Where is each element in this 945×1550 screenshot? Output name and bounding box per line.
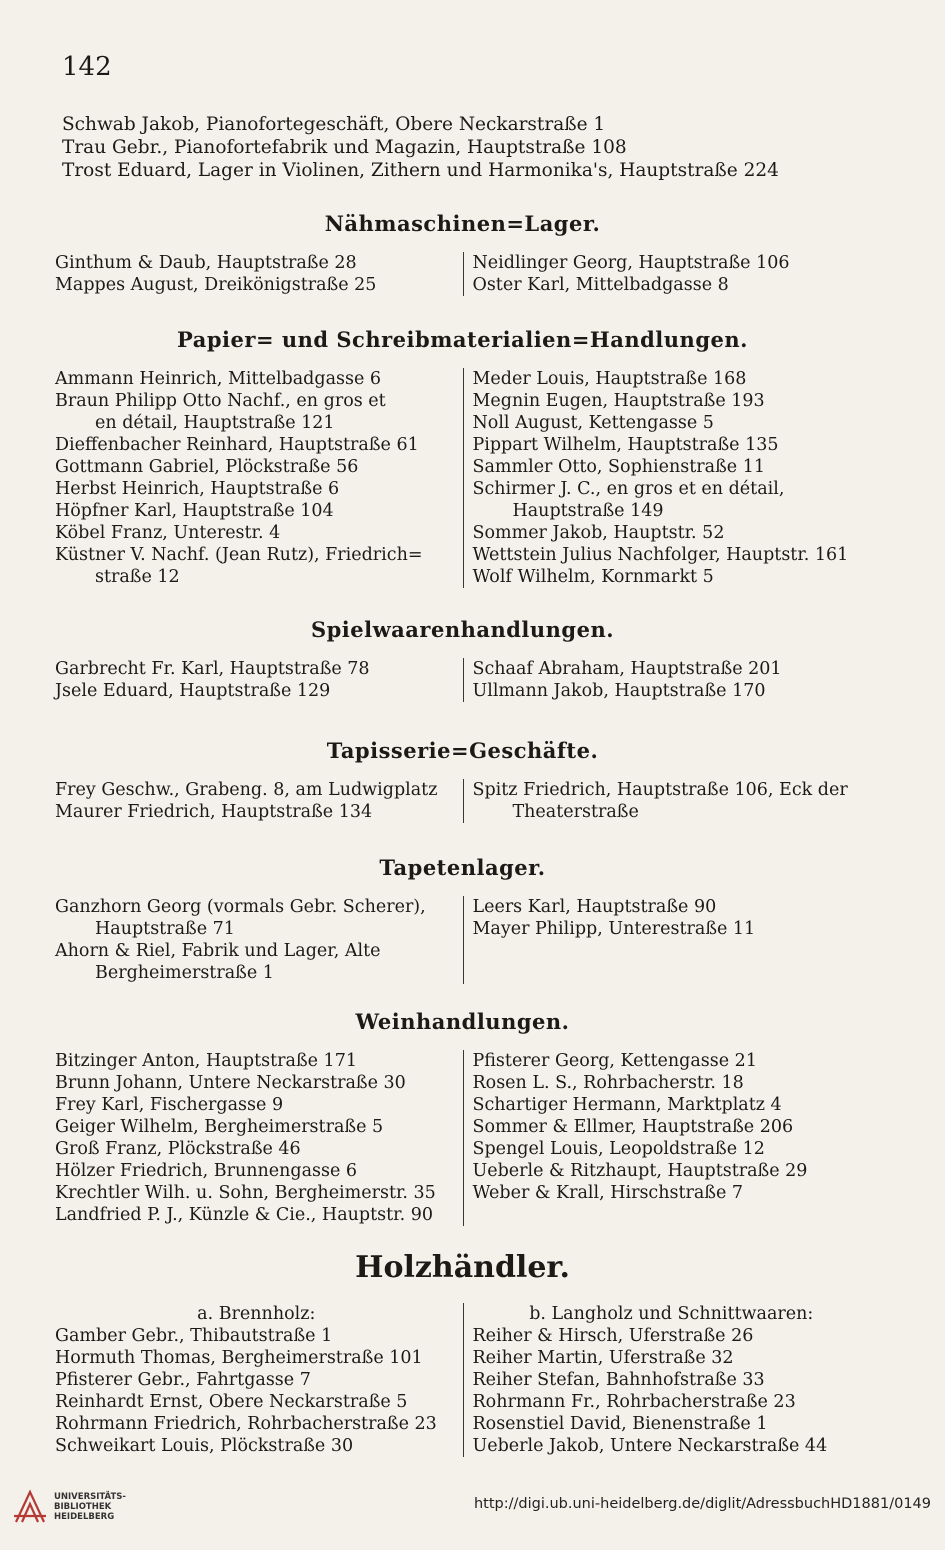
section-title: Holzhändler. [355, 1250, 570, 1285]
directory-entry [472, 252, 870, 274]
library-logo-text [54, 1492, 126, 1522]
entry-line: Mappes August, Dreikönigstraße 25 [55, 275, 377, 295]
directory-entry [55, 368, 457, 390]
entry-continuation: Hauptstraße 149 [512, 501, 664, 521]
two-column-list [55, 252, 870, 296]
entry-line: Oster Karl, Mittelbadgasse 8 [472, 275, 729, 295]
directory-entry [55, 1369, 457, 1391]
directory-entry [55, 252, 457, 274]
entry-line: Geiger Wilhelm, Bergheimerstraße 5 [55, 1117, 384, 1137]
entry-line: Ganzhorn Georg (vormals Gebr. Scherer), [55, 897, 426, 917]
right-column [464, 658, 870, 702]
intro-line: Schwab Jakob, Pianofortegeschäft, Obere Neckarstraße 1 [62, 114, 606, 135]
entry-line: Krechtler Wilh. u. Sohn, Bergheimerstr. 35 [55, 1183, 436, 1203]
left-column [55, 252, 464, 296]
directory-entry [55, 1347, 457, 1369]
entry-line: Garbrecht Fr. Karl, Hauptstraße 78 [55, 659, 370, 679]
directory-entry [55, 1182, 457, 1204]
entry-line: Hölzer Friedrich, Brunnengasse 6 [55, 1161, 358, 1181]
intro-entries [62, 113, 882, 182]
entry-line: Küstner V. Nachf. (Jean Rutz), Friedrich= [55, 545, 423, 565]
section-title: Weinhandlungen. [355, 1009, 570, 1034]
directory-entry [472, 779, 870, 823]
directory-entry [55, 1050, 457, 1072]
directory-entry [472, 1072, 870, 1094]
entry-line: Leers Karl, Hauptstraße 90 [472, 897, 717, 917]
directory-entry [55, 1325, 457, 1347]
directory-entry [55, 390, 457, 434]
directory-entry [472, 522, 870, 544]
source-url[interactable]: http://digi.ub.uni-heidelberg.de/diglit/AdressbuchHD1881/0149 [473, 1496, 931, 1512]
entry-line: Maurer Friedrich, Hauptstraße 134 [55, 802, 373, 822]
two-column-list [55, 368, 870, 588]
entry-line: Herbst Heinrich, Hauptstraße 6 [55, 479, 340, 499]
directory-entry [55, 779, 457, 801]
section-title: Papier= und Schreibmaterialien=Handlungen. [177, 327, 748, 352]
left-column [55, 1303, 464, 1457]
footer [0, 1470, 945, 1550]
entry-line: Schartiger Hermann, Marktplatz 4 [472, 1095, 782, 1115]
section-spielwaaren [55, 614, 870, 702]
entry-line: Brunn Johann, Untere Neckarstraße 30 [55, 1073, 406, 1093]
directory-entry [472, 680, 870, 702]
left-column [55, 658, 464, 702]
directory-entry [472, 274, 870, 296]
right-column [464, 252, 870, 296]
entry-continuation: en détail, Hauptstraße 121 [95, 413, 335, 433]
directory-entry [55, 1116, 457, 1138]
directory-entry [472, 1182, 870, 1204]
directory-entry [472, 566, 870, 588]
entry-line: Weber & Krall, Hirschstraße 7 [472, 1183, 744, 1203]
directory-entry [472, 918, 870, 940]
directory-entry [472, 1369, 870, 1391]
entry-line: Ueberle Jakob, Untere Neckarstraße 44 [472, 1436, 828, 1456]
section-weinhandlungen [55, 1006, 870, 1226]
directory-entry [472, 1391, 870, 1413]
entry-line: Gottmann Gabriel, Plöckstraße 56 [55, 457, 359, 477]
entry-line: Dieffenbacher Reinhard, Hauptstraße 61 [55, 435, 419, 455]
right-column [464, 368, 870, 588]
directory-entry [472, 434, 870, 456]
entry-line: Rosen L. S., Rohrbacherstr. 18 [472, 1073, 744, 1093]
directory-entry [472, 1413, 870, 1435]
subheading: b. Langholz und Schnittwaaren: [529, 1304, 814, 1324]
right-column [464, 1303, 870, 1457]
directory-entry [55, 801, 457, 823]
directory-entry [472, 1138, 870, 1160]
directory-entry [55, 1413, 457, 1435]
directory-entry [55, 434, 457, 456]
library-logo-icon [12, 1486, 48, 1526]
entry-line: Hormuth Thomas, Bergheimerstraße 101 [55, 1348, 423, 1368]
directory-entry [55, 274, 457, 296]
directory-entry [55, 1094, 457, 1116]
entry-line: Rohrmann Fr., Rohrbacherstraße 23 [472, 1392, 796, 1412]
right-column [464, 896, 870, 984]
directory-entry [472, 478, 870, 522]
entry-line: Spengel Louis, Leopoldstraße 12 [472, 1139, 765, 1159]
entry-line: Pippart Wilhelm, Hauptstraße 135 [472, 435, 779, 455]
entry-line: Pfisterer Gebr., Fahrtgasse 7 [55, 1370, 311, 1390]
directory-entry [472, 390, 870, 412]
directory-entry [55, 1160, 457, 1182]
section-title: Tapetenlager. [379, 855, 546, 880]
directory-entry [55, 940, 457, 984]
entry-line: Frey Karl, Fischergasse 9 [55, 1095, 284, 1115]
section-naehmaschinen [55, 208, 870, 296]
entry-line: Meder Louis, Hauptstraße 168 [472, 369, 747, 389]
directory-entry [472, 368, 870, 390]
directory-entry [472, 412, 870, 434]
right-column [464, 779, 870, 823]
entry-continuation: Hauptstraße 71 [95, 919, 235, 939]
two-column-list [55, 896, 870, 984]
entry-line: Braun Philipp Otto Nachf., en gros et [55, 391, 386, 411]
directory-entry [55, 1072, 457, 1094]
section-papier [55, 324, 870, 588]
entry-line: Gamber Gebr., Thibautstraße 1 [55, 1326, 333, 1346]
directory-entry [472, 1435, 870, 1457]
entry-line: Ullmann Jakob, Hauptstraße 170 [472, 681, 766, 701]
intro-line: Trost Eduard, Lager in Violinen, Zithern und Harmonika's, Hauptstraße 224 [62, 160, 779, 181]
directory-entry [55, 680, 457, 702]
two-column-list [55, 1303, 870, 1457]
entry-continuation: Bergheimerstraße 1 [95, 963, 274, 983]
entry-line: Bitzinger Anton, Hauptstraße 171 [55, 1051, 357, 1071]
entry-line: Groß Franz, Plöckstraße 46 [55, 1139, 301, 1159]
intro-line: Trau Gebr., Pianofortefabrik und Magazin, Hauptstraße 108 [62, 137, 627, 158]
entry-line: Ammann Heinrich, Mittelbadgasse 6 [55, 369, 382, 389]
logo-line: HEIDELBERG [54, 1512, 115, 1522]
entry-line: Sommer & Ellmer, Hauptstraße 206 [472, 1117, 794, 1137]
section-title: Tapisserie=Geschäfte. [326, 738, 599, 763]
entry-line: Landfried P. J., Künzle & Cie., Hauptstr. 90 [55, 1205, 433, 1225]
directory-entry [472, 896, 870, 918]
entry-line: Jsele Eduard, Hauptstraße 129 [55, 681, 331, 701]
directory-entry [472, 1347, 870, 1369]
entry-line: Reinhardt Ernst, Obere Neckarstraße 5 [55, 1392, 408, 1412]
two-column-list [55, 1050, 870, 1226]
logo-line: UNIVERSITÄTS- [54, 1492, 126, 1502]
entry-line: Ueberle & Ritzhaupt, Hauptstraße 29 [472, 1161, 808, 1181]
entry-line: Reiher & Hirsch, Uferstraße 26 [472, 1326, 754, 1346]
subheading: a. Brennholz: [197, 1304, 316, 1324]
entry-line: Schaaf Abraham, Hauptstraße 201 [472, 659, 782, 679]
entry-line: Rosenstiel David, Bienenstraße 1 [472, 1414, 768, 1434]
entry-line: Spitz Friedrich, Hauptstraße 106, Eck der [472, 780, 848, 800]
entry-line: Mayer Philipp, Unterestraße 11 [472, 919, 756, 939]
directory-entry [55, 478, 457, 500]
right-column [464, 1050, 870, 1226]
entry-line: Frey Geschw., Grabeng. 8, am Ludwigplatz [55, 780, 438, 800]
section-tapetenlager [55, 852, 870, 984]
directory-entry [55, 1204, 457, 1226]
page-number: 142 [62, 52, 112, 82]
directory-entry [472, 1094, 870, 1116]
directory-entry [472, 1050, 870, 1072]
directory-entry [472, 1325, 870, 1347]
entry-line: Reiher Martin, Uferstraße 32 [472, 1348, 734, 1368]
entry-line: Megnin Eugen, Hauptstraße 193 [472, 391, 765, 411]
directory-entry [472, 456, 870, 478]
left-column [55, 896, 464, 984]
directory-entry [472, 544, 870, 566]
entry-continuation: straße 12 [95, 567, 180, 587]
directory-entry [55, 896, 457, 940]
section-tapisserie [55, 735, 870, 823]
entry-line: Sommer Jakob, Hauptstr. 52 [472, 523, 725, 543]
section-title: Spielwaarenhandlungen. [310, 617, 615, 642]
directory-entry [55, 500, 457, 522]
entry-line: Reiher Stefan, Bahnhofstraße 33 [472, 1370, 765, 1390]
section-title: Nähmaschinen=Lager. [324, 211, 601, 236]
directory-entry [472, 1116, 870, 1138]
entry-line: Köbel Franz, Unterestr. 4 [55, 523, 281, 543]
entry-line: Neidlinger Georg, Hauptstraße 106 [472, 253, 790, 273]
two-column-list [55, 779, 870, 823]
two-column-list [55, 658, 870, 702]
entry-line: Schweikart Louis, Plöckstraße 30 [55, 1436, 354, 1456]
directory-entry [55, 544, 457, 588]
left-column [55, 1050, 464, 1226]
directory-entry [472, 1160, 870, 1182]
directory-entry [55, 1138, 457, 1160]
section-holzhaendler [55, 1245, 870, 1457]
directory-entry [55, 1391, 457, 1413]
entry-line: Sammler Otto, Sophienstraße 11 [472, 457, 765, 477]
entry-continuation: Theaterstraße [512, 802, 639, 822]
entry-line: Schirmer J. C., en gros et en détail, [472, 479, 785, 499]
entry-line: Pfisterer Georg, Kettengasse 21 [472, 1051, 757, 1071]
entry-line: Wolf Wilhelm, Kornmarkt 5 [472, 567, 714, 587]
left-column [55, 368, 464, 588]
entry-line: Höpfner Karl, Hauptstraße 104 [55, 501, 334, 521]
entry-line: Noll August, Kettengasse 5 [472, 413, 714, 433]
entry-line: Rohrmann Friedrich, Rohrbacherstraße 23 [55, 1414, 437, 1434]
logo-line: BIBLIOTHEK [54, 1502, 112, 1512]
entry-line: Ginthum & Daub, Hauptstraße 28 [55, 253, 357, 273]
directory-entry [472, 658, 870, 680]
left-column [55, 779, 464, 823]
directory-entry [55, 456, 457, 478]
directory-entry [55, 658, 457, 680]
entry-line: Wettstein Julius Nachfolger, Hauptstr. 161 [472, 545, 849, 565]
directory-entry [55, 1435, 457, 1457]
entry-line: Ahorn & Riel, Fabrik und Lager, Alte [55, 941, 381, 961]
directory-entry [55, 522, 457, 544]
